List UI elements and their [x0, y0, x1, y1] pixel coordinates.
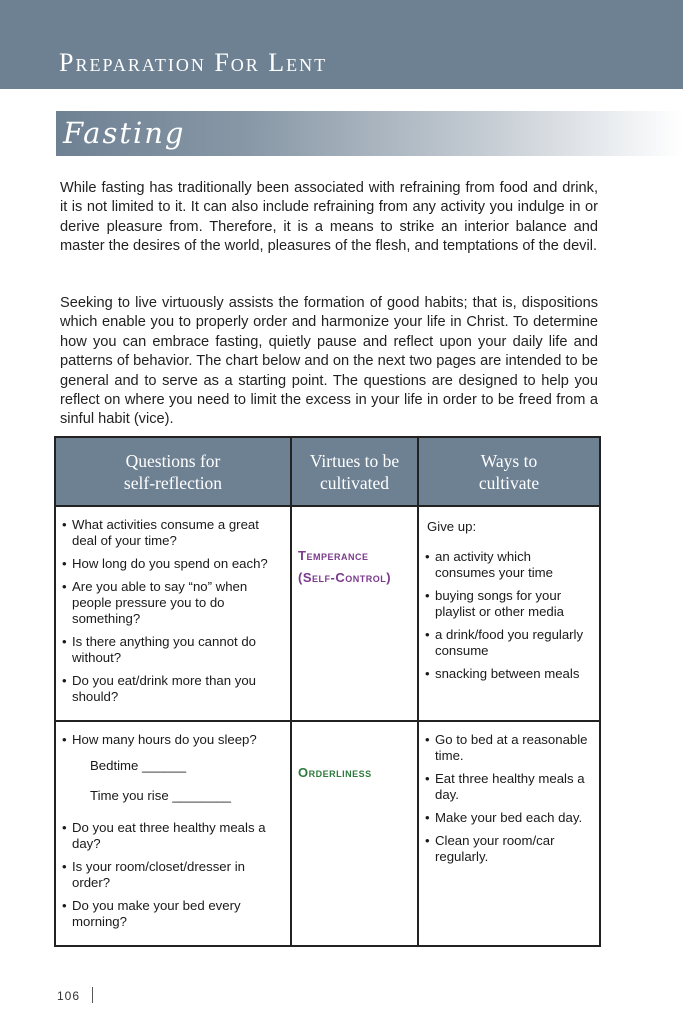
footer-divider — [92, 987, 93, 1003]
virtue-name: Orderliness — [298, 765, 372, 780]
chart-header-row — [55, 437, 600, 506]
page-header-bar — [0, 0, 683, 89]
questions-cell — [55, 506, 291, 721]
virtue-paragraph: Seeking to live virtuously assists the formation of good habits; that is, dispositions which enable you to properly order and harmonize your life in Christ. To determine how you can embrace fasting, quietly pause and reflect upon your daily life and patterns of behavior. The chart below and on the next two pages are intended to be general and to serve as a starting point. The questions are designed to help you reflect on where you need to limit the excess in your life in order to be freed from a sinful habit (vice). — [60, 295, 598, 428]
table-row-orderliness — [55, 721, 600, 946]
virtue-cell — [291, 506, 418, 721]
ways-list — [425, 732, 593, 865]
list-item: • Make your bed each day. — [425, 810, 593, 826]
bedtime-field: Bedtime ______ — [90, 758, 187, 773]
ways-cell — [418, 506, 600, 721]
table-row-temperance — [55, 506, 600, 721]
list-item: • Eat three healthy meals a day. — [425, 771, 593, 803]
virtue-label — [298, 762, 411, 784]
list-item — [62, 732, 284, 804]
list-item: • Are you able to say “no” when people pressure you to do something? — [62, 579, 284, 627]
header-virtues — [291, 437, 418, 506]
list-item: • a drink/food you regularly consume — [425, 627, 593, 659]
question-list — [62, 732, 284, 930]
list-item: • Do you make your bed every morning? — [62, 898, 284, 930]
virtue-label — [298, 545, 411, 589]
questions-cell — [55, 721, 291, 946]
section-header-band — [56, 111, 683, 156]
list-item: • Go to bed at a reasonable time. — [425, 732, 593, 764]
list-item: • buying songs for your playlist or other media — [425, 588, 593, 620]
list-item: • Is your room/closet/dresser in order? — [62, 859, 284, 891]
virtue-subname: (Self-Control) — [298, 570, 392, 585]
ways-cell — [418, 721, 600, 946]
header-virtues-line1: Virtues to be — [309, 450, 400, 471]
list-item: • What activities consume a great deal of your time? — [62, 517, 284, 549]
header-questions — [55, 437, 291, 506]
section-title: Fasting — [63, 116, 186, 150]
rise-field: Time you rise ________ — [90, 788, 231, 803]
ways-intro: Give up: — [427, 519, 477, 534]
list-item: • How long do you spend on each? — [62, 556, 284, 572]
header-ways — [418, 437, 600, 506]
list-item: • snacking between meals — [425, 666, 593, 682]
header-ways-line1: Ways to — [480, 450, 538, 471]
virtue-name: Temperance — [298, 548, 369, 563]
header-questions-line2: self-reflection — [123, 472, 223, 493]
page-number: 106 — [57, 989, 81, 1003]
intro-paragraph: While fasting has traditionally been associated with refraining from food and drink, it is not limited to it. It can also include refraining from any activity you indulge in or derive pleasure from. Therefore, it is a means to strike an interior balance and master the desires of the world, pleasures of the flesh, and temptations of the devil. — [60, 180, 598, 255]
header-questions-line1: Questions for — [125, 450, 221, 471]
question-list — [62, 517, 284, 705]
header-virtues-line2: cultivated — [319, 472, 389, 493]
list-item: • Is there anything you cannot do without? — [62, 634, 284, 666]
page-title: Preparation For Lent — [59, 48, 328, 77]
fasting-chart — [54, 436, 601, 947]
header-ways-line2: cultivate — [478, 472, 540, 493]
question-text: How many hours do you sleep? — [72, 732, 257, 747]
ways-list — [425, 549, 593, 682]
list-item: • Do you eat three healthy meals a day? — [62, 820, 284, 852]
list-item: • Do you eat/drink more than you should? — [62, 673, 284, 705]
list-item: • Clean your room/car regularly. — [425, 833, 593, 865]
list-item: • an activity which consumes your time — [425, 549, 593, 581]
virtue-cell — [291, 721, 418, 946]
